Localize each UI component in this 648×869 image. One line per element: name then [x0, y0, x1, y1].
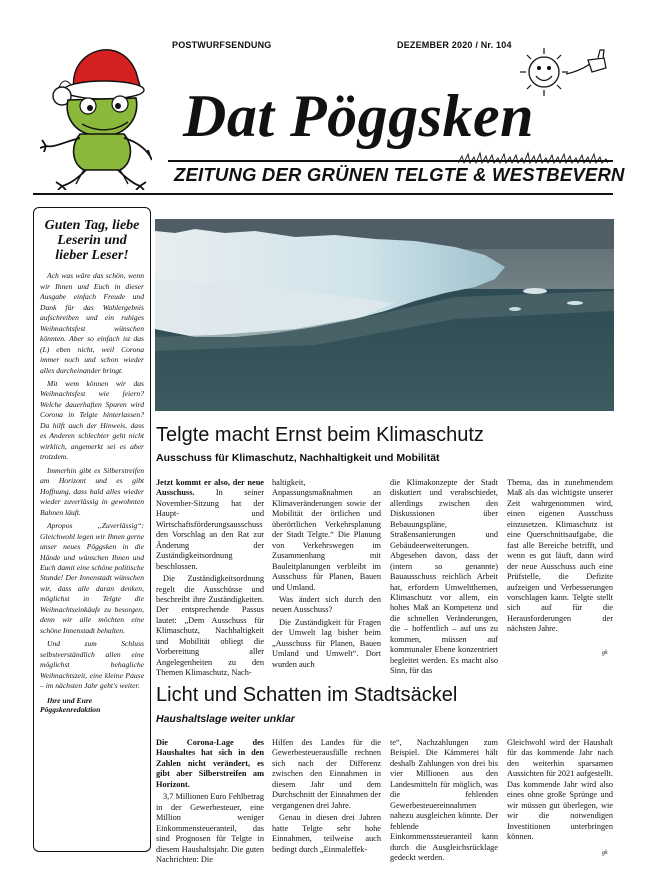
article2-lead: Die Corona-Lage des Haushaltes hat sich in den Zahlen nicht verändert, es gibt aber Silberstreifen am Horizont. [156, 738, 264, 789]
sidebar-greeting: Guten Tag, liebe Leserin und lieber Leser! [44, 218, 140, 264]
article1-headline: Telgte macht Ernst beim Klimaschutz [156, 424, 484, 446]
sidebar-paragraph: Apropos „Zuverlässig“: Gleichwohl legen wir Ihnen gerne unser neues Pöggsken in die Hände und wünschen Ihnen und Euch damit eine schöne politische Stunde! Der Innenstadt wünschen wir, dass alle daran denken, möglichst in Telgte die Weihnachtseinkäufe zu besorgen, denn wir alle möchten eine schöne Innenstadt behalten. [40, 521, 144, 635]
masthead-rule-bottom [33, 193, 613, 195]
article2-column-4 [507, 738, 613, 845]
article1-col2-p1: haltigkeit, Anpassungsmaßnahmen an Klimaveränderungen sowie der Mobilität der örtlichen und überörtlichen Verkehrsplanung der Stadt Telgte.“ Die Planung von Verkehrswegen im Zusammenhang mit Bauleitplanungen verbleibt im Ausschuss für Planen, Bauen und Umland. [272, 478, 381, 592]
sidebar-paragraph: Mit wem können wir das Weihnachtsfest wie feiern? Welche dauerhaften Spuren wird Corona in Telgte hinterlassen? Da hilft auch der Hinweis, dass es Anderen schlechter geht nicht wirklich, angemerkt sei es aber trotzdem. [40, 379, 144, 462]
postwurf-label: POSTWURFSENDUNG [172, 40, 272, 50]
article2-subhead: Haushaltslage weiter unklar [156, 713, 295, 725]
article1-lead: Jetzt kommt er also, der neue Ausschuss. [156, 478, 264, 498]
article1-col1-p2: Die Zuständigkeitsordnung regelt die Ausschüsse und beschreibt ihre Zuständigkeiten. Der entsprechende Passus lautet: „Dem Ausschuss für Klimaschutz, Nachhaltigkeit und Mobilität obliegt die Vorbereitung aller Angelegenheiten zu den Themen Klimaschutz, Nach- [156, 574, 264, 678]
frog-mascot-icon [40, 38, 152, 190]
article2-col3-p1: te“, Nachzahlungen zum Beispiel. Die Kämmerei hält deshalb Zahlungen von drei bis vier Millionen aus den Landesmitteln für möglich, was die fehlenden Gewerbesteuereinnahmen nahezu ausgleichen könnte. Der fehlende Einkommenssteueranteil kann durch die Ausgleichsrücklage gedeckt werden. [390, 738, 498, 862]
glacier-photo [155, 219, 614, 411]
sidebar-paragraph: Ach was wäre das schön, wenn wir Ihnen und Euch in dieser Ausgabe einfach Freude und Dank für das Wahlergebnis aufschreiben und ein ruhiges Weihnachtsfest wünschen könnten. Aber so einfach ist das (L) eben nicht, weil Corona immer noch und schon wieder alles durcheinander bringt. [40, 271, 144, 375]
article1-column-3 [390, 478, 498, 679]
article2-col2-p2: Genau in diesen drei Jahren hatte Telgte sehr hohe Einnahmen, teilweise auch bedingt durch „Einmaleffek- [272, 813, 381, 854]
article2-col1-p2: 3,7 Millionen Euro Fehlbetrag in der Gewerbesteuer, eine Million weniger Einkommensteueranteil, das sind Prognosen für Telgte in diesem Haushaltsjahr. Die guten Nachrichten: Die [156, 792, 264, 864]
article1-column-1 [156, 478, 264, 681]
masthead-rule-top [168, 160, 613, 162]
article1-subhead: Ausschuss für Klimaschutz, Nachhaltigkeit und Mobilität [156, 452, 440, 464]
article1-col4-p1: Thema, das in zunehmendem Maß als das wichtigste unserer Zeit wahrgenommen wird, einen eigenen Ausschuss einzusetzen. Klimaschutz ist eine Querschnittsaufgabe, die fast alle Bereiche betrifft, und wenn es gut läuft, dann wird der neue Ausschuss auch eine Prüfstelle, die Defizite aufzeigen und Verbesserungen vorschlagen kann. Telgte stellt sich auf für die Herausforderungen der nächsten Jahre. [507, 478, 613, 634]
article2-headline: Licht und Schatten im Stadtsäckel [156, 684, 458, 706]
grass-decoration [458, 148, 608, 164]
sidebar-signature: Ihre und Eure Pöggskenredaktion [40, 695, 101, 715]
article2-author: gk [602, 850, 608, 856]
sidebar-paragraph: Immerhin gibt es Silberstreifen am Horizont und es gibt Hoffnung, dass bald alles wieder wieder zuverlässig in gewohnten Bahnen läuft. [40, 465, 144, 517]
sidebar-paragraph: Und zum Schluss selbstverständlich allen eine möglichst behagliche Weihnachtszeit, eine kleine Pause – im nächsten Jahr geht's weiter. [40, 639, 144, 691]
newspaper-subtitle: ZEITUNG DER GRÜNEN TELGTE & WESTBEVERN [174, 164, 625, 185]
article2-col2-p1: Hilfen des Landes für die Gewerbesteuerausfälle rechnen sich nach der Differenz zwischen den Einnahmen in diesem Jahr und dem Durchschnitt der Einnahmen der vergangenen drei Jahre. [272, 738, 381, 810]
article2-column-3 [390, 738, 498, 865]
article1-col2-p2: Was ändert sich durch den neuen Ausschuss? [272, 594, 381, 615]
article2-col4-p1: Gleichwohl wird der Haushalt für das kommende Jahr nach den weiterhin sparsamen Aussichten für 2021 aufgestellt. Das kommende Jahr wird also eines ohne große Sprünge und wir müssen gut überlegen, wie wir die notwendigen Investitionen unterbringen können. [507, 738, 613, 842]
article1-author: gk [602, 650, 608, 656]
article1-column-2 [272, 478, 381, 672]
article1-col1-text: In seiner November-Sitzung hat der Haupt- und Wirtschaftsförderungsausschuss den Vorschlag an den Rat zur Änderung der Zuständigkeitsordnung beschlossen. [156, 488, 265, 571]
article2-column-2 [272, 738, 381, 857]
article1-col2-p3: Die Zuständigkeit für Fragen der Umwelt lag bisher beim „Ausschuss für Planen, Bauen Umland und Umwelt“. Dort wurden auch [272, 617, 381, 669]
article1-col3-p1: die Klimakonzepte der Stadt diskutiert und verabschiedet, allerdings zwischen den Diskussionen über Bebauungspläne, Straßensanierungen und Gebäudeerweiterungen. Abgesehen davon, dass der (intern so genannte) Bauausschuss reichlich Arbeit hat, erfordern Umweltthemen, Klimaschutz vor allem, ein hohes Maß an Kompetenz und die schnellen Veränderungen, die – hoffentlich – auf uns zu kommen, müssen auf kommunaler Ebene konzentriert begleitet werden. Es macht also Sinn, für das [390, 478, 498, 676]
editorial-sidebar [33, 207, 151, 852]
article1-column-4 [507, 478, 613, 637]
issue-date: DEZEMBER 2020 / Nr. 104 [397, 40, 512, 50]
article2-column-1 [156, 738, 264, 867]
newspaper-title: Dat Pöggsken [183, 83, 534, 149]
